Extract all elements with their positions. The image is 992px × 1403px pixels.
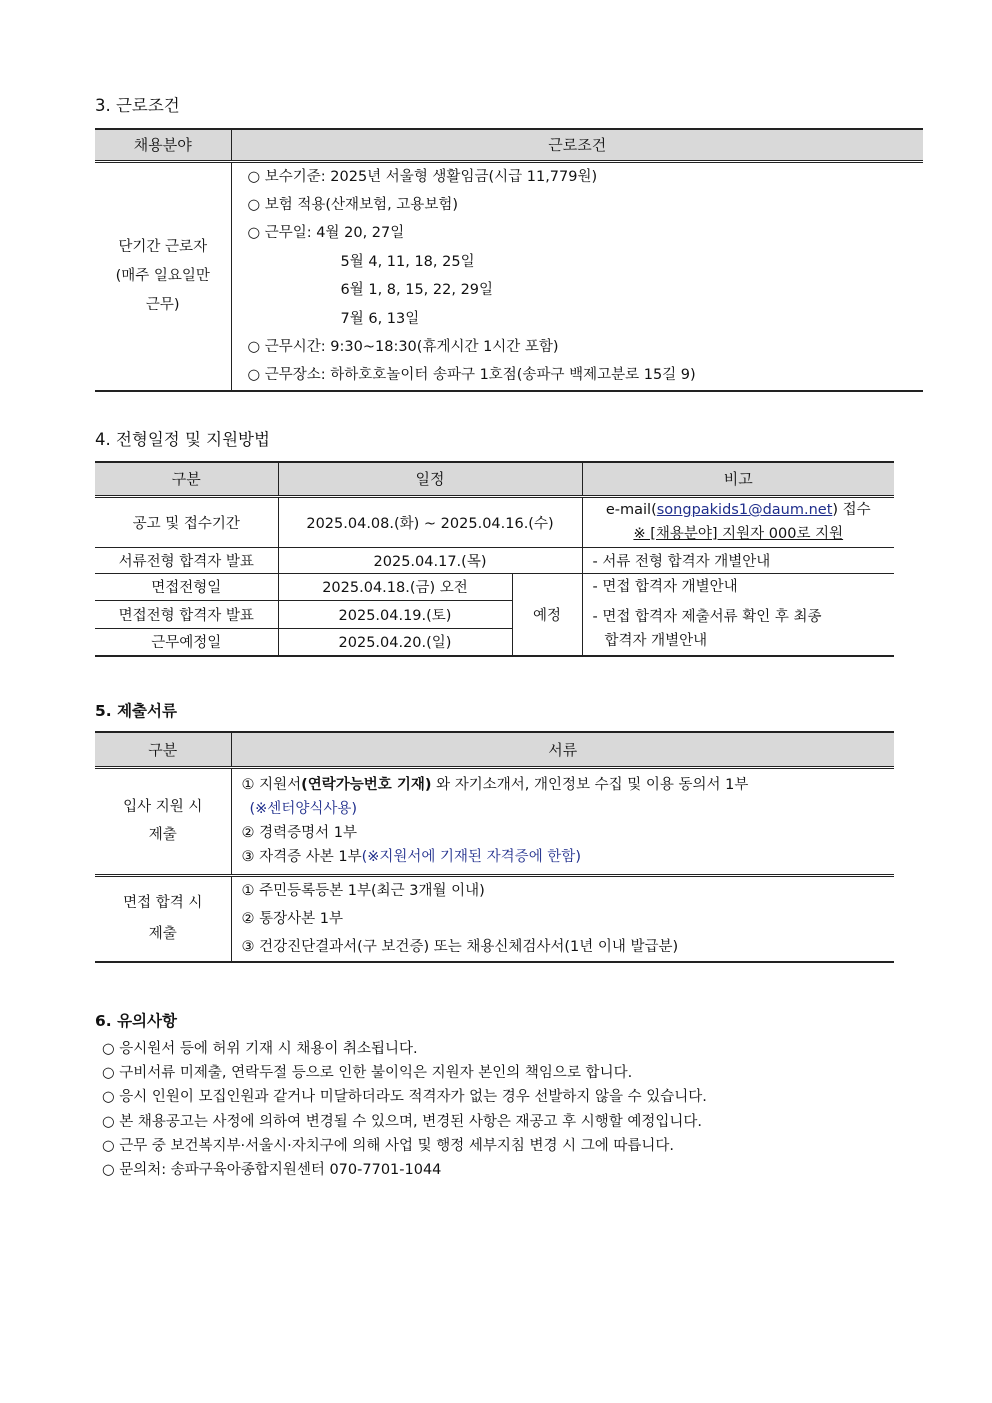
field-cell <box>95 161 231 391</box>
notice-list <box>102 1037 707 1182</box>
email-link[interactable]: songpakids1@daum.net <box>656 502 833 518</box>
col-header-field: 채용분야 <box>95 129 231 161</box>
schedule-row-date: 2025.04.18.(금) 오전 <box>278 573 512 600</box>
schedule-row-label: 면접전형 합격자 발표 <box>95 600 278 628</box>
col-header-category: 구분 <box>95 462 278 496</box>
doc-item-note: (※센터양식사용) <box>249 801 358 817</box>
schedule-row-label: 근무예정일 <box>95 628 278 656</box>
schedule-row-date: 2025.04.19.(토) <box>278 600 512 628</box>
condition-item: 5월 4, 11, 18, 25일 <box>340 253 475 270</box>
col-header-conditions: 근로조건 <box>231 129 923 161</box>
section-5-title: 5. 제출서류 <box>95 702 177 720</box>
section-6-title: 6. 유의사항 <box>95 1012 177 1030</box>
notice-item: ○ 본 채용공고는 사정에 의하여 변경될 수 있으며, 변경된 사항은 재공고 후 시행할 예정입니다. <box>102 1113 703 1130</box>
section-4-title: 4. 전형일정 및 지원방법 <box>95 430 270 449</box>
notice-item: ○ 응시원서 등에 허위 기재 시 채용이 취소됩니다. <box>102 1041 418 1057</box>
doc-item-note: (※지원서에 기재된 자격증에 한함) <box>361 849 581 865</box>
group-documents <box>231 875 894 962</box>
notice-item: ○ 응시 인원이 모집인원과 같거나 미달하더라도 적격자가 없는 경우 선발하지 않을 수 있습니다. <box>102 1089 707 1106</box>
schedule-row-note: - 서류 전형 합격자 개별안내 <box>592 553 771 570</box>
col-header-category: 구분 <box>95 732 231 767</box>
doc-item: ① 주민등록등본 1부(최근 3개월 이내) <box>241 882 485 899</box>
schedule-row-date: 2025.04.20.(일) <box>278 628 512 656</box>
field-line: (매주 일요일만 <box>115 267 210 284</box>
schedule-row-label: 면접전형일 <box>95 573 278 600</box>
notice-item: ○ 근무 중 보건복지부·서울시·자치구에 의해 사업 및 행정 세부지침 변경 시 그에 따릅니다. <box>102 1137 675 1154</box>
planned-label: 예정 <box>512 573 582 656</box>
group-documents <box>231 767 894 875</box>
doc-item-emphasis: (연락가능번호 기재) <box>301 777 432 793</box>
condition-item: 6월 1, 8, 15, 22, 29일 <box>340 282 494 299</box>
notice-item: ○ 구비서류 미제출, 연락두절 등으로 인한 불이익은 지원자 본인의 책임으로 합니다. <box>102 1065 633 1082</box>
interview-note: - 면접 합격자 제출서류 확인 후 최종 <box>592 609 822 626</box>
schedule-row-label: 공고 및 접수기간 <box>95 496 278 547</box>
group-label-line: 입사 지원 시 <box>123 799 203 815</box>
condition-item: ○ 근무시간: 9:30~18:30(휴게시간 1시간 포함) <box>247 338 559 355</box>
schedule-row-date: 2025.04.17.(목) <box>278 547 582 573</box>
working-conditions-table <box>95 128 923 392</box>
interview-notes <box>582 573 894 656</box>
group-label-line: 면접 합격 시 <box>123 894 203 911</box>
interview-note: 합격자 개별안내 <box>604 633 708 650</box>
email-prefix: e-mail( <box>605 502 657 518</box>
section-3-title: 3. 근로조건 <box>95 96 180 115</box>
doc-item: ③ 자격증 사본 1부 <box>241 849 362 865</box>
field-line: 근무) <box>145 296 180 313</box>
application-note <box>582 496 894 547</box>
col-header-schedule: 일정 <box>278 462 582 496</box>
field-line: 단기간 근로자 <box>118 238 208 255</box>
interview-note: - 면접 합격자 개별안내 <box>592 579 738 596</box>
condition-item: ○ 근무일: 4월 20, 27일 <box>247 225 405 242</box>
condition-item: 7월 6, 13일 <box>340 310 420 327</box>
group-label-line: 제출 <box>148 925 177 942</box>
notice-item: ○ 문의처: 송파구육아종합지원센터 070-7701-1044 <box>102 1162 442 1179</box>
col-header-documents: 서류 <box>231 732 894 767</box>
condition-item: ○ 근무장소: 하하호호놀이터 송파구 1호점(송파구 백제고분로 15길 9) <box>247 367 696 384</box>
col-header-remarks: 비고 <box>582 462 894 496</box>
conditions-cell <box>231 161 923 391</box>
application-rule: ※ [채용분야] 지원자 000로 지원 <box>633 526 844 542</box>
schedule-row-label: 서류전형 합격자 발표 <box>95 547 278 573</box>
schedule-table <box>95 461 894 657</box>
doc-item: ③ 건강진단결과서(구 보건증) 또는 채용신체검사서(1년 이내 발급분) <box>241 938 679 955</box>
documents-table <box>95 731 894 963</box>
email-suffix: ) 접수 <box>832 502 871 518</box>
doc-item: ② 경력증명서 1부 <box>241 825 357 841</box>
condition-item: ○ 보험 적용(산재보험, 고용보험) <box>247 196 458 213</box>
schedule-row-date: 2025.04.08.(화) ~ 2025.04.16.(수) <box>278 496 582 547</box>
doc-item: ② 통장사본 1부 <box>241 910 343 927</box>
doc-item: 와 자기소개서, 개인정보 수집 및 이용 동의서 1부 <box>431 777 749 793</box>
doc-item: ① 지원서 <box>241 777 302 793</box>
group-label <box>95 875 231 962</box>
group-label <box>95 767 231 875</box>
group-label-line: 제출 <box>148 827 177 843</box>
condition-item: ○ 보수기준: 2025년 서울형 생활임금(시급 11,779원) <box>247 168 598 185</box>
